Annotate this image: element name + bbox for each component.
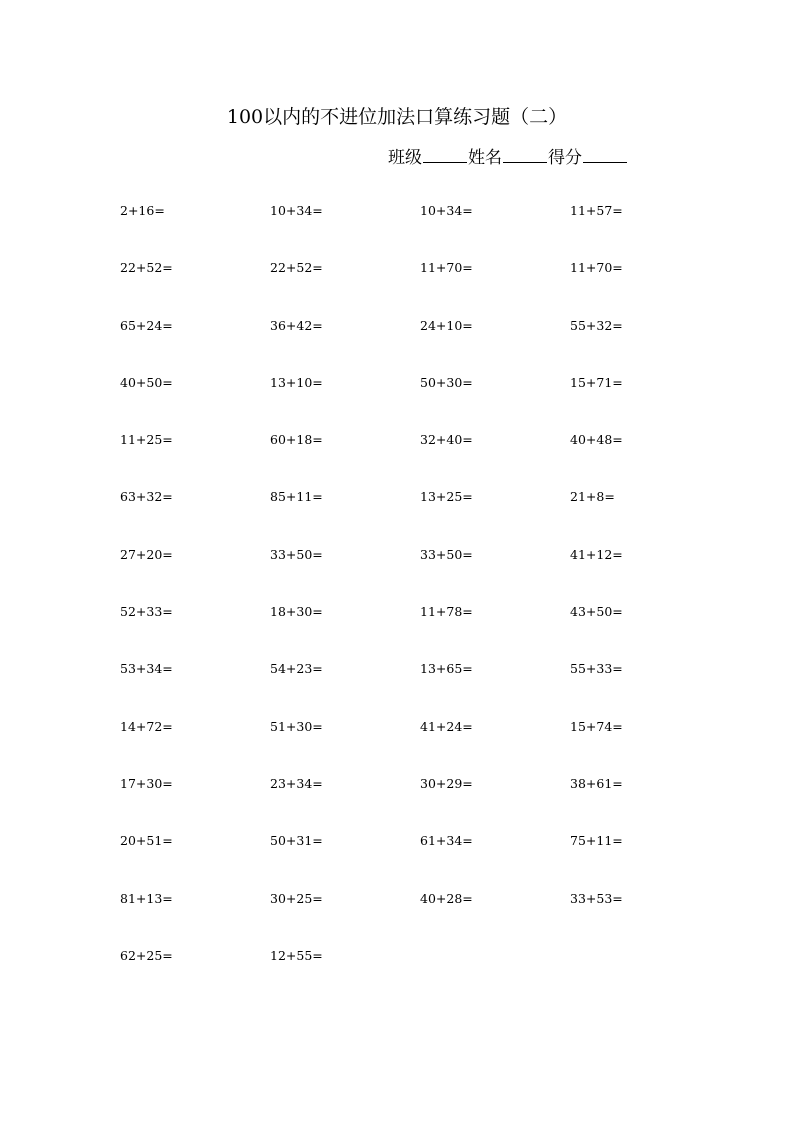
name-label: 姓名 bbox=[468, 148, 502, 168]
problem-item: 40+28= bbox=[420, 890, 473, 906]
problem-item: 65+24= bbox=[120, 317, 173, 333]
problem-item: 22+52= bbox=[120, 260, 173, 276]
problem-item: 55+32= bbox=[570, 317, 623, 333]
problem-item: 30+29= bbox=[420, 775, 473, 791]
problem-item: 60+18= bbox=[270, 432, 323, 448]
problem-item: 23+34= bbox=[270, 775, 323, 791]
problem-item: 61+34= bbox=[420, 833, 473, 849]
problem-item: 41+24= bbox=[420, 718, 473, 734]
problem-item: 52+33= bbox=[120, 604, 173, 620]
problem-item: 53+34= bbox=[120, 661, 173, 677]
problem-item: 50+30= bbox=[420, 374, 473, 390]
problem-item: 11+57= bbox=[570, 203, 623, 218]
problem-item: 38+61= bbox=[570, 775, 623, 791]
problem-item: 55+33= bbox=[570, 661, 623, 677]
problem-item: 32+40= bbox=[420, 432, 473, 448]
problem-item: 2+16= bbox=[120, 203, 165, 218]
problem-item: 24+10= bbox=[420, 317, 473, 333]
problem-item: 33+50= bbox=[420, 546, 473, 562]
student-info-line bbox=[388, 146, 628, 170]
problem-item: 50+31= bbox=[270, 833, 323, 849]
problem-item: 81+13= bbox=[120, 890, 173, 906]
problem-item: 20+51= bbox=[120, 833, 173, 849]
name-blank bbox=[503, 161, 547, 163]
problem-item: 18+30= bbox=[270, 604, 323, 620]
problem-item: 22+52= bbox=[270, 260, 323, 276]
problem-item: 10+34= bbox=[420, 203, 473, 218]
problem-grid bbox=[120, 202, 680, 1004]
class-label: 班级 bbox=[388, 148, 422, 168]
problem-item: 30+25= bbox=[270, 890, 323, 906]
problem-item: 12+55= bbox=[270, 947, 323, 963]
problem-item: 40+48= bbox=[570, 432, 623, 448]
problem-item: 62+25= bbox=[120, 947, 173, 963]
problem-item: 17+30= bbox=[120, 775, 173, 791]
problem-item: 13+10= bbox=[270, 374, 323, 390]
problem-item: 27+20= bbox=[120, 546, 173, 562]
problem-item: 41+12= bbox=[570, 546, 623, 562]
problem-item: 51+30= bbox=[270, 718, 323, 734]
worksheet-title: 100以内的不进位加法口算练习题（二） bbox=[226, 106, 568, 128]
score-label: 得分 bbox=[548, 148, 582, 168]
score-blank bbox=[583, 161, 627, 163]
class-blank bbox=[423, 161, 467, 163]
problem-item: 40+50= bbox=[120, 374, 173, 390]
problem-item: 21+8= bbox=[570, 489, 615, 505]
problem-item: 85+11= bbox=[270, 489, 323, 505]
problem-item: 43+50= bbox=[570, 604, 623, 620]
problem-item: 75+11= bbox=[570, 833, 623, 849]
problem-item: 15+74= bbox=[570, 718, 623, 734]
problem-item: 33+50= bbox=[270, 546, 323, 562]
problem-item: 11+78= bbox=[420, 604, 473, 620]
problem-item: 15+71= bbox=[570, 374, 623, 390]
problem-item: 33+53= bbox=[570, 890, 623, 906]
problem-item: 11+25= bbox=[120, 432, 173, 448]
problem-item: 14+72= bbox=[120, 718, 173, 734]
problem-item: 36+42= bbox=[270, 317, 323, 333]
problem-item: 11+70= bbox=[570, 260, 623, 276]
problem-item: 13+25= bbox=[420, 489, 473, 505]
problem-item: 10+34= bbox=[270, 203, 323, 218]
problem-item: 54+23= bbox=[270, 661, 323, 677]
problem-item: 63+32= bbox=[120, 489, 173, 505]
problem-item: 11+70= bbox=[420, 260, 473, 276]
problem-item: 13+65= bbox=[420, 661, 473, 677]
